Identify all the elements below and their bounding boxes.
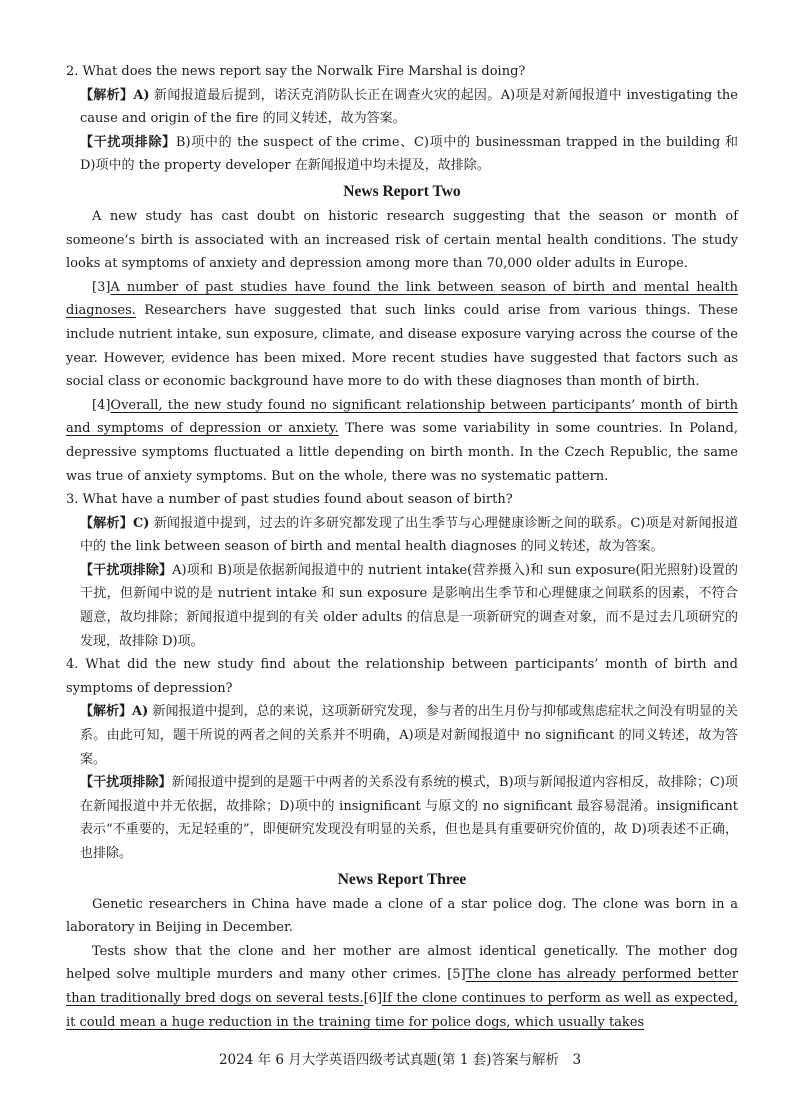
question-2: 2. What does the news report say the Norwalk Fire Marshal is doing? [66,64,526,79]
marker-4: [4] [92,397,111,413]
distractor-text: 新闻报道中提到的是题干中两者的关系没有系统的模式，B)项与新闻报道内容相反，故排除；C)项在新闻报道中并无依据，故排除；D)项中的 insignificant 与原文的 no significant 最容易混淆。insignificant 表示“不重要的，无足轻重的”，即便研究发现没有明显的关系，但也是具有重要研究价值的，故 D)项表述不正确，也排除。 [80,775,738,861]
q3-distractor [66,559,738,653]
distractor-tag: 【干扰项排除】 [80,562,173,578]
marker-5: [5] [447,967,466,983]
paragraph-rest: Researchers have suggested that such links could arise from various things. These include nutrient intake, sun exposure, climate, and disease exposure varying across the course of the year. However, evidence has been mixed. More recent studies have suggested that factors such as social class or economic background have more to do with these diagnoses than month of birth. [66,303,738,390]
q2-distractor [66,131,738,178]
paragraph-start: Tests show that the clone and her mother are almost identical genetically. The mother dog helped solve multiple murders and many other crimes. [66,943,738,983]
page-footer: 2024 年 6 月大学英语四级考试真题(第 1 套)答案与解析 3 [218,1052,582,1068]
underlined-sentence-5: The clone has already performed better than traditionally bred dogs on several tests. [66,967,738,1006]
report3-paragraph-2 [66,940,738,1034]
report2-paragraph-1: A new study has cast doubt on historic research suggesting that the season or month of someone’s birth is associated with an increased risk of certain mental health conditions. The study looks at symptoms of anxiety and depression among more than 70,000 older adults in Europe. [66,208,738,272]
question-3: 3. What have a number of past studies found about season of birth? [66,492,513,508]
underlined-sentence-3: A number of past studies have found the link between season of birth and mental health diagnoses. [66,279,738,319]
analysis-tag: 【解析】A) [80,704,149,720]
underlined-sentence-6: If the clone continues to perform as well as expected, it could mean a huge reduction in the training time for police dogs, which usually takes [66,990,738,1030]
distractor-text: A)项和 B)项是依据新闻报道中的 nutrient intake(营养摄入)和 sun exposure(阳光照射)设置的干扰，但新闻中说的是 nutrient intake 和 sun exposure 是影响出生季节和心理健康之间联系的因素，不符合题意，故均排除；新闻报道中提到的有关 older adults 的信息是一项新研究的调查对象，而不是过去几项研究的发现，故排除 D)项。 [80,562,738,649]
analysis-tag: 【解析】A) [80,87,150,103]
q2-analysis [66,84,738,131]
news-report-three-heading: News Report Three [337,870,467,888]
marker-3: [3] [92,279,111,295]
analysis-text: 新闻报道最后提到，诺沃克消防队长正在调查火灾的起因。A)项是对新闻报道中 investigating the cause and origin of the fire 的同义转述，故为答案。 [80,87,738,127]
report2-paragraph-3 [66,394,738,488]
report3-paragraph-1: Genetic researchers in China have made a clone of a star police dog. The clone was born in a laboratory in Beijing in December. [66,896,738,936]
news-report-two-heading: News Report Two [343,182,461,200]
distractor-text: B)项中的 the suspect of the crime、C)项中的 businessman trapped in the building 和 D)项中的 the property developer 在新闻报道中均未提及，故排除。 [80,134,738,174]
distractor-tag: 【干扰项排除】 [80,134,176,150]
q4-distractor [66,771,738,865]
question-4: 4. What did the new study find about the relationship between participants’ month of birth and symptoms of depression? [66,657,738,696]
analysis-text: 新闻报道中提到，过去的许多研究都发现了出生季节与心理健康诊断之间的联系。C)项是对新闻报道中的 the link between season of birth and mental health diagnoses 的同义转述，故为答案。 [80,515,739,555]
distractor-tag: 【干扰项排除】 [80,775,172,791]
q4-analysis [66,700,738,771]
underlined-sentence-4: Overall, the new study found no significant relationship between participants’ month of birth and symptoms of depression or anxiety. [66,397,738,437]
paragraph-rest: There was some variability in some countries. In Poland, depressive symptoms fluctuated a little depending on birth month. In the Czech Republic, the same was true of anxiety symptoms. But on the whole, there was no systematic pattern. [66,421,738,484]
q3-analysis [66,512,738,559]
analysis-tag: 【解析】C) [80,515,150,531]
report2-paragraph-2 [66,276,738,394]
document-page [66,60,738,1034]
analysis-text: 新闻报道中提到，总的来说，这项新研究发现，参与者的出生月份与抑郁或焦虑症状之间没有明显的关系。由此可知，题干所说的两者之间的关系并不明确，A)项是对新闻报道中 no significant 的同义转述，故为答案。 [80,704,738,767]
marker-6: [6] [363,990,383,1006]
